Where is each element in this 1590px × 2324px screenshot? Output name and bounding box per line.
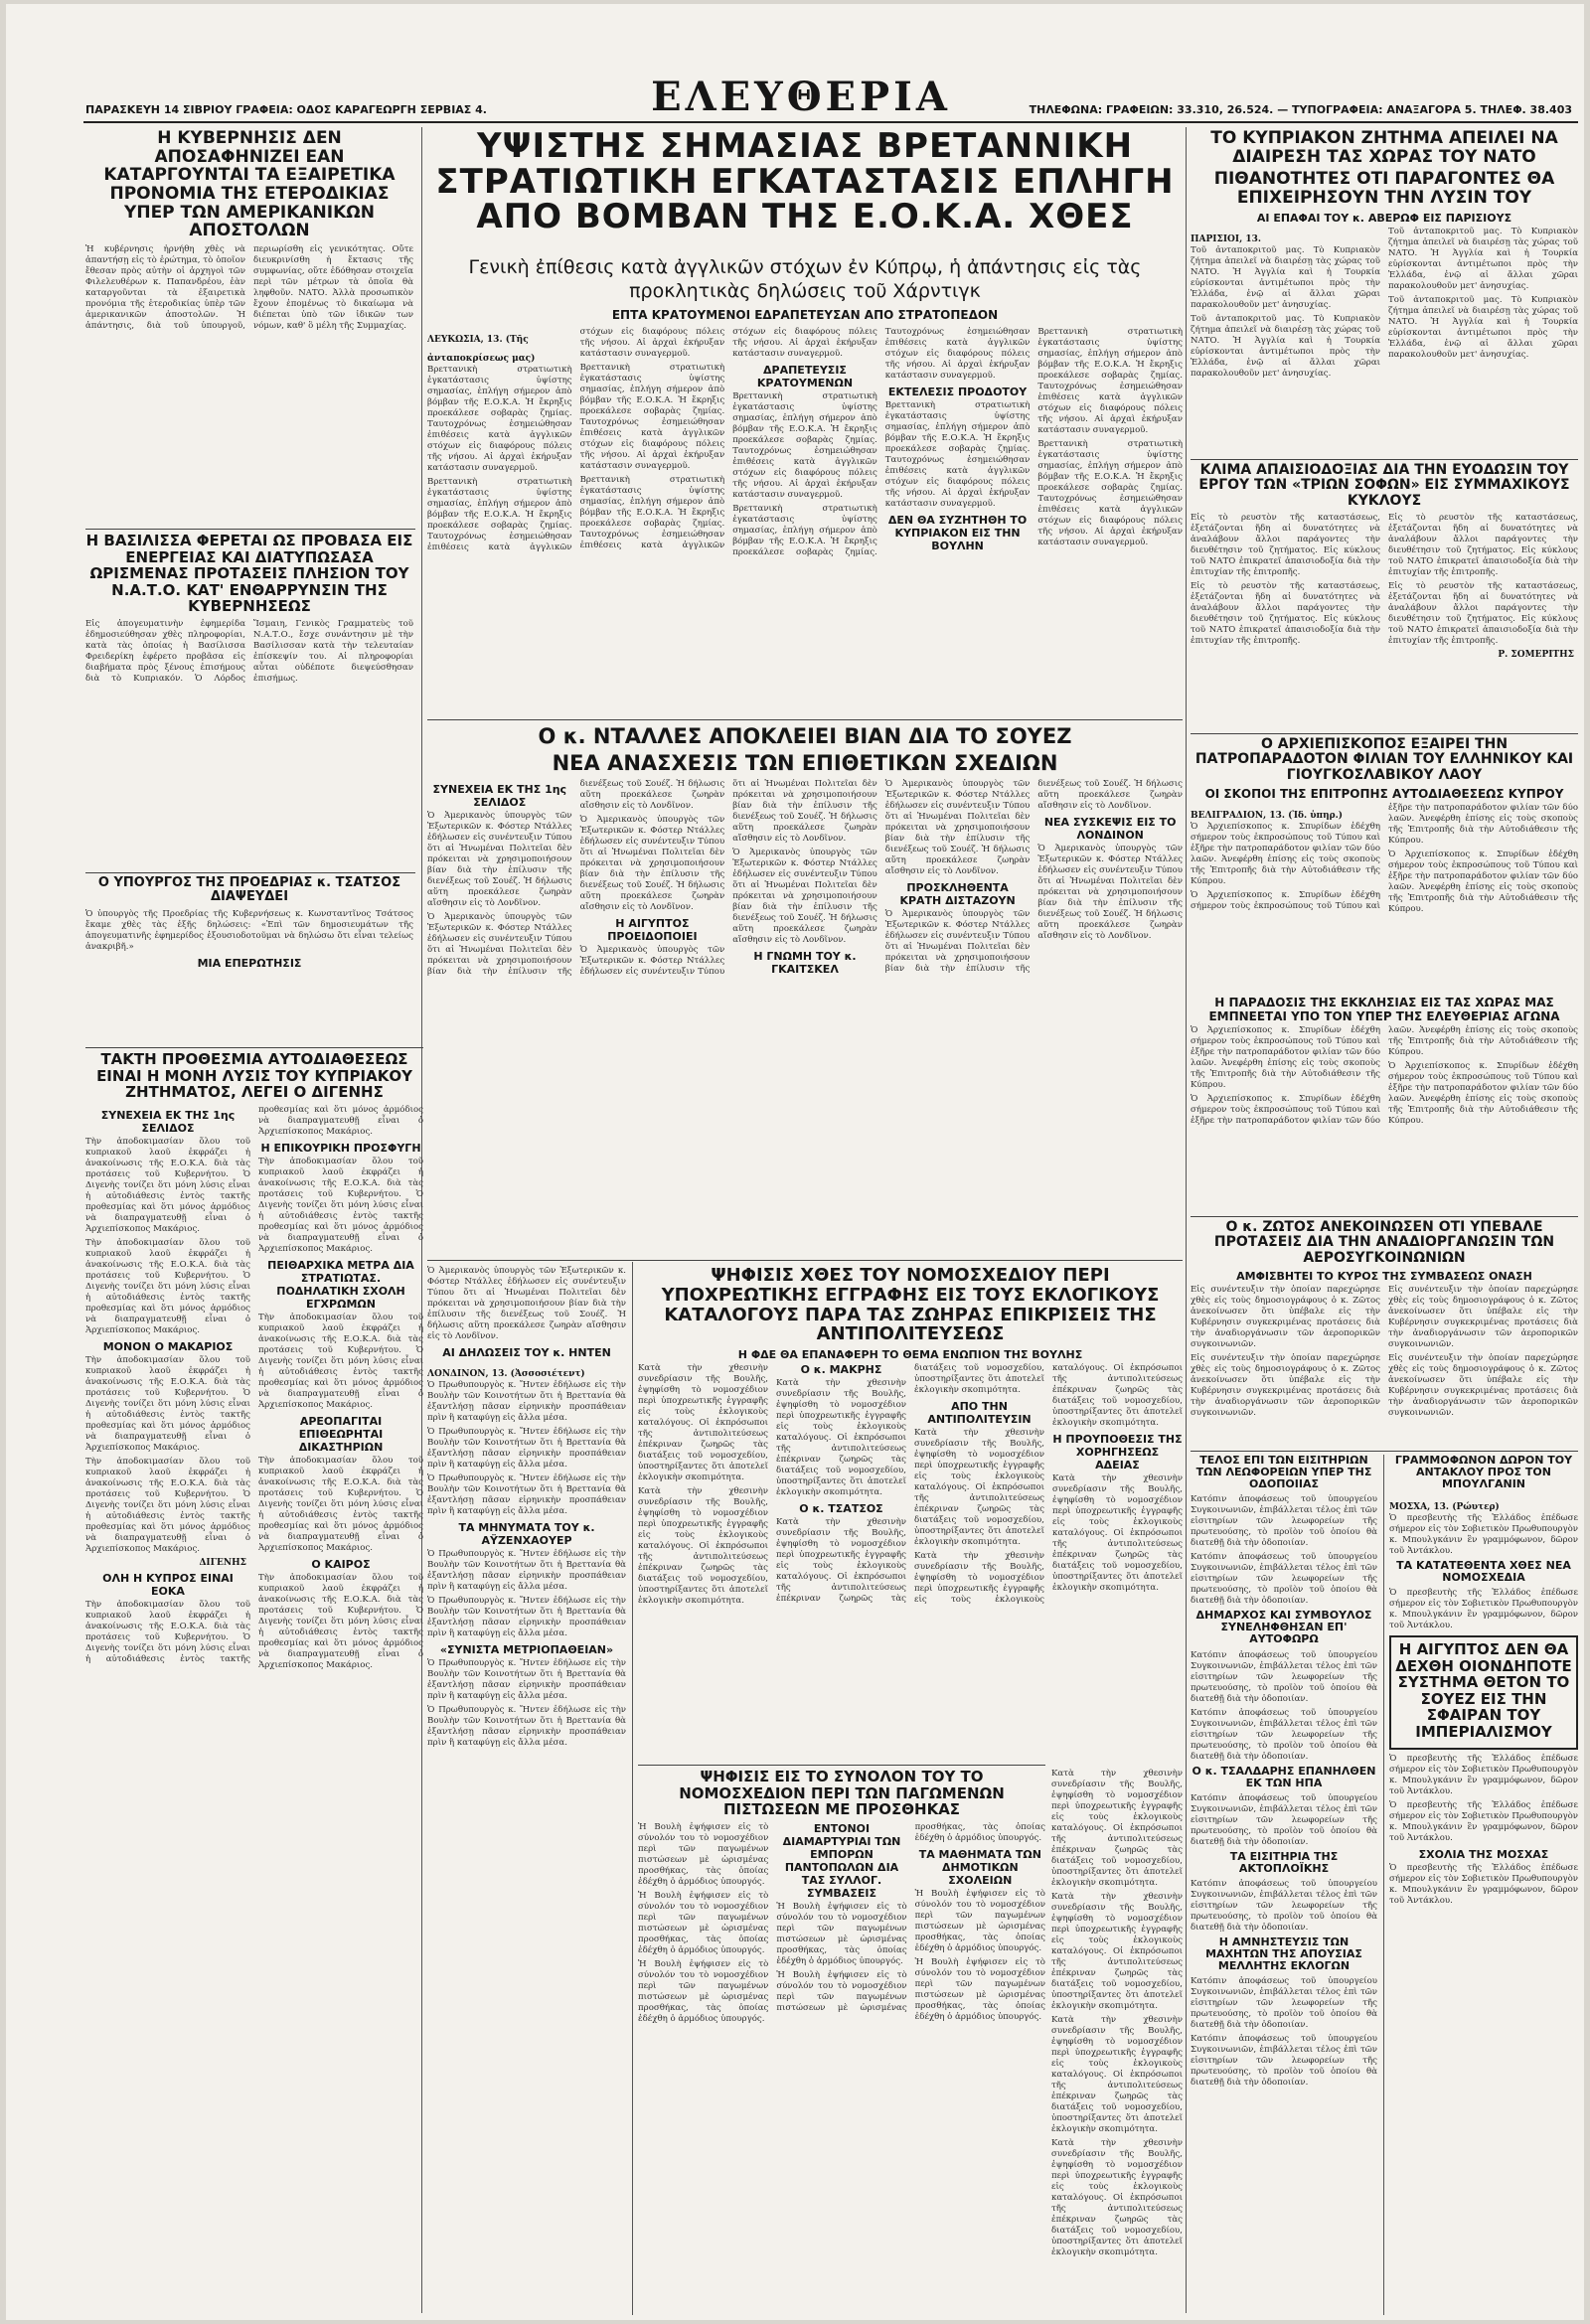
subhead: ΣΧΟΛΙΑ ΤΗΣ ΜΟΣΧΑΣ xyxy=(1418,1848,1549,1862)
article-text: Τὴν ἀποδοκιμασίαν ὅλου τοῦ κυπριακοῦ λαοῦ ἐκφράζει ἡ ἀνακοίνωσις τῆς Ε.Ο.Κ.Α. διὰ τὰς προτάσεις τοῦ Κυβερνήτου. Ὁ Διγενὴς τονίζει ὅτι μόνη λύσις εἶναι ἡ αὐτοδιάθεσις ἐντὸς τακτῆς προθεσμίας καὶ ὅτι μόνος ἁρμόδιος νὰ διαπραγματευθῇ εἶναι ὁ Ἀρχιεπίσκοπος Μακάριος. xyxy=(85,1456,250,1554)
article-text: Ὁ Πρωθυπουργὸς κ. Ἤντεν ἐδήλωσε εἰς τὴν Βουλὴν τῶν Κοινοτήτων ὅτι ἡ Βρεττανία θὰ ἐξαντλήσῃ πᾶσαν εἰρηνικὴν προσπάθειαν πρὶν ἢ καταφύγῃ εἰς ἄλλα μέσα. xyxy=(427,1427,626,1470)
article-kypriakon xyxy=(1191,129,1578,457)
subhead: ΑΙ ΔΗΛΩΣΕΙΣ ΤΟΥ κ. ΗΝΤΕΝ xyxy=(442,1346,611,1359)
headline: ΤΕΛΟΣ ΕΠΙ ΤΩΝ ΕΙΣΙΤΗΡΙΩΝ ΤΩΝ ΛΕΩΦΟΡΕΙΩΝ ΥΠΕΡ ΤΗΣ ΟΔΟΠΟΙΙΑΣ xyxy=(1195,1455,1372,1491)
article-text: Τὴν ἀποδοκιμασίαν ὅλου τοῦ κυπριακοῦ λαοῦ ἐκφράζει ἡ ἀνακοίνωσις τῆς Ε.Ο.Κ.Α. διὰ τὰς προτάσεις τοῦ Κυβερνήτου. Ὁ Διγενὴς τονίζει ὅτι μόνη λύσις εἶναι ἡ αὐτοδιάθεσις ἐντὸς τακτῆς προθεσμίας καὶ ὅτι μόνος ἁρμόδιος νὰ διαπραγματευθῇ εἶναι ὁ Ἀρχιεπίσκοπος Μακάριος. xyxy=(85,1237,250,1335)
article-text: Κατὰ τὴν χθεσινὴν συνεδρίασιν τῆς Βουλῆς, ἐψηφίσθη τὸ νομοσχέδιον περὶ ὑποχρεωτικῆς ἐγγραφῆς εἰς τοὺς ἐκλογικοὺς καταλόγους. Οἱ ἐκπρόσωποι τῆς ἀντιπολιτεύσεως ἐπέκριναν ζωηρῶς τὰς διατάξεις τοῦ νομοσχεδίου, ὑποστηρίξαντες ὅτι ἀποτελεῖ ἐκλογικὴν σκοπιμότητα. xyxy=(1051,1892,1183,2011)
article-text: Κατόπιν ἀποφάσεως τοῦ ὑπουργείου Συγκοινωνιῶν, ἐπιβάλλεται τέλος ἐπὶ τῶν εἰσιτηρίων τῶν λεωφορείων τῆς πρωτευούσης, τὸ προϊὸν τοῦ ὁποίου θὰ διατεθῇ διὰ τὴν ὁδοποιίαν. xyxy=(1191,1494,1377,1549)
article-text: Βρεττανικὴ στρατιωτικὴ ἐγκατάστασις ὑψίστης σημασίας, ἐπλήγη σήμερον ἀπὸ βόμβαν τῆς Ε.Ο.Κ.Α. Ἡ ἔκρηξις προεκάλεσε σοβαρὰς ζημίας. Ταυτοχρόνως ἐσημειώθησαν ἐπιθέσεις κατὰ ἀγγλικῶν στόχων εἰς διαφόρους πόλεις τῆς νήσου. Αἱ ἀρχαὶ ἐκήρυξαν κατάστασιν συναγερμοῦ. xyxy=(884,400,1031,509)
article-text: Ὁ Πρωθυπουργὸς κ. Ἤντεν ἐδήλωσε εἰς τὴν Βουλὴν τῶν Κοινοτήτων ὅτι ἡ Βρεττανία θὰ ἐξαντλήσῃ πᾶσαν εἰρηνικὴν προσπάθειαν πρὶν ἢ καταφύγῃ εἰς ἄλλα μέσα. xyxy=(427,1549,626,1592)
article-text: Ὁ πρεσβευτὴς τῆς Ἑλλάδος ἐπέδωσε σήμερον εἰς τὸν Σοβιετικὸν Πρωθυπουργὸν κ. Μπουλγκάνιν ἓν γραμμόφωνον, δῶρον τοῦ Ἀντάκλου. xyxy=(1389,1754,1578,1797)
article-text: Ὁ Ἀμερικανὸς ὑπουργὸς τῶν Ἐξωτερικῶν κ. Φόστερ Ντάλλες ἐδήλωσεν εἰς συνέντευξιν Τύπου ὅτι αἱ Ἡνωμέναι Πολιτεῖαι δὲν πρόκειται νὰ χρησιμοποιήσουν βίαν διὰ τὴν ἐπίλυσιν τῆς διενέξεως τοῦ Σουέζ. Ἡ δήλωσις αὕτη προεκάλεσε ζωηρὰν αἴσθησιν εἰς τὸ Λονδῖνον. xyxy=(884,779,1183,975)
section-rule xyxy=(427,1260,1183,1261)
subhead: Ο κ. ΤΣΑΤΣΟΣ xyxy=(799,1502,883,1516)
article-text: Ὁ πρεσβευτὴς τῆς Ἑλλάδος ἐπέδωσε σήμερον εἰς τὸν Σοβιετικὸν Πρωθυπουργὸν κ. Μπουλγκάνιν ἓν γραμμόφωνον, δῶρον τοῦ Ἀντάκλου. xyxy=(1389,1588,1578,1631)
article-text: Εἰς συνέντευξιν τὴν ὁποίαν παρεχώρησε χθὲς εἰς τοὺς δημοσιογράφους ὁ κ. Ζῶτος ἀνεκοίνωσεν ὅτι ὑπέβαλε εἰς τὴν Κυβέρνησιν συγκεκριμένας προτάσεις διὰ τὴν ἀναδιοργάνωσιν τῶν ἀεροπορικῶν συγκοινωνιῶν. xyxy=(1388,1285,1578,1350)
headline: Ο ΑΡΧΙΕΠΙΣΚΟΠΟΣ ΕΞΑΙΡΕΙ ΤΗΝ ΠΑΤΡΟΠΑΡΑΔΟΤΟΝ ΦΙΛΙΑΝ ΤΟΥ ΕΛΛΗΝΙΚΟΥ ΚΑΙ ΓΙΟΥΓΚΟΣΛΑΒΙΚΟΥ ΛΑΟΥ xyxy=(1194,737,1574,783)
article-text: Εἰς ἀπογευματινὴν ἐφημερίδα ἐδημοσιεύθησαν χθὲς πληροφορίαι, κατὰ τὰς ὁποίας ἡ Βασίλισσα Φρειδερίκη ἐφέρετο προβᾶσα εἰς διαβήματα πρὸς ξένους ἐπισήμους διὰ τὸ Κυπριακόν. Ὁ Λόρδος Ἴσμαιη, Γενικὸς Γραμματεὺς τοῦ Ν.Α.Τ.Ο., ἔσχε συνάντησιν μὲ τὴν Βασίλισσαν κατὰ τὴν τελευταίαν ἐπίσκεψίν του. Αἱ πληροφορίαι αὗται οὐδέποτε διεψεύσθησαν ἐπισήμως. xyxy=(85,618,413,684)
subhead: ΟΙ ΣΚΟΠΟΙ ΤΗΣ ΕΠΙΤΡΟΠΗΣ ΑΥΤΟΔΙΑΘΕΣΕΩΣ ΚΥΠΡΟΥ xyxy=(1204,787,1564,802)
boxed-headline xyxy=(1389,1635,1578,1750)
dateline: ΠΑΡΙΣΙΟΙ, 13. xyxy=(1191,233,1262,244)
article-ypourgos xyxy=(85,876,413,1045)
subhead: Η ΦΔΕ ΘΑ ΕΠΑΝΑΦΕΡΗ ΤΟ ΘΕΜΑ ΕΝΩΠΙΟΝ ΤΗΣ ΒΟΥΛΗΣ xyxy=(737,1348,1083,1362)
article-text: Ὁ Ἀρχιεπίσκοπος κ. Σπυρίδων ἐδέχθη σήμερον τοὺς ἐκπροσώπους τοῦ Τύπου καὶ ἐξῆρε τὴν πατροπαράδοτον φιλίαν τῶν δύο λαῶν. Ἀνεφέρθη ἐπίσης εἰς τοὺς σκοποὺς τῆς Ἐπιτροπῆς διὰ τὴν Αὐτοδιάθεσιν τῆς Κύπρου. xyxy=(1191,822,1380,887)
headline: ΓΡΑΜΜΟΦΩΝΟΝ ΔΩΡΟΝ ΤΟΥ ΑΝΤΑΚΛΟΥ ΠΡΟΣ ΤΟΝ ΜΠΟΥΛΓΑΝΙΝ xyxy=(1394,1455,1573,1491)
article-text: Τοῦ ἀνταποκριτοῦ μας. Τὸ Κυπριακὸν ζήτημα ἀπειλεῖ νὰ διαιρέσῃ τὰς χώρας τοῦ ΝΑΤΟ. Ἡ Ἀγγλία καὶ ἡ Τουρκία εὑρίσκονται ἀντιμέτωποι πρὸς τὴν Ἑλλάδα, ἐνῷ αἱ ἄλλαι χῶραι παρακολουθοῦν μετ' ἀνησυχίας. xyxy=(1388,294,1578,360)
article-text: Εἰς συνέντευξιν τὴν ὁποίαν παρεχώρησε χθὲς εἰς τοὺς δημοσιογράφους ὁ κ. Ζῶτος ἀνεκοίνωσεν ὅτι ὑπέβαλε εἰς τὴν Κυβέρνησιν συγκεκριμένας προτάσεις διὰ τὴν ἀναδιοργάνωσιν τῶν ἀεροπορικῶν συγκοινωνιῶν. xyxy=(1191,1285,1380,1350)
article-text: Κατόπιν ἀποφάσεως τοῦ ὑπουργείου Συγκοινωνιῶν, ἐπιβάλλεται τέλος ἐπὶ τῶν εἰσιτηρίων τῶν λεωφορείων τῆς πρωτευούσης, τὸ προϊὸν τοῦ ὁποίου θὰ διατεθῇ διὰ τὴν ὁδοποιίαν. xyxy=(1191,1649,1377,1704)
headline: Η ΚΥΒΕΡΝΗΣΙΣ ΔΕΝ ΑΠΟΣΑΦΗΝΙΖΕΙ ΕΑΝ ΚΑΤΑΡΓΟΥΝΤΑΙ ΤΑ ΕΞΑΙΡΕΤΙΚΑ ΠΡΟΝΟΜΙΑ ΤΗΣ ΕΤΕΡΟΔΙΚΙΑΣ ΥΠΕΡ ΤΩΝ ΑΜΕΡΙΚΑΝΙΚΩΝ ΑΠΟΣΤΟΛΩΝ xyxy=(103,129,396,241)
article-text: Ὁ Ἀμερικανὸς ὑπουργὸς τῶν Ἐξωτερικῶν κ. Φόστερ Ντάλλες ἐδήλωσεν εἰς συνέντευξιν Τύπου ὅτι αἱ Ἡνωμέναι Πολιτεῖαι δὲν πρόκειται νὰ χρησιμοποιήσουν βίαν διὰ τὴν ἐπίλυσιν τῆς διενέξεως τοῦ Σουέζ. Ἡ δήλωσις αὕτη προεκάλεσε ζωηρὰν αἴσθησιν εἰς τὸ Λονδῖνον. xyxy=(427,1266,626,1341)
article-text: Κατόπιν ἀποφάσεως τοῦ ὑπουργείου Συγκοινωνιῶν, ἐπιβάλλεται τέλος ἐπὶ τῶν εἰσιτηρίων τῶν λεωφορείων τῆς πρωτευούσης, τὸ προϊὸν τοῦ ὁποίου θὰ διατεθῇ διὰ τὴν ὁδοποιίαν. xyxy=(1191,1792,1377,1847)
article-kyvernisis xyxy=(85,129,413,527)
article-text: Ὁ Πρωθυπουργὸς κ. Ἤντεν ἐδήλωσε εἰς τὴν Βουλὴν τῶν Κοινοτήτων ὅτι ἡ Βρεττανία θὰ ἐξαντλήσῃ πᾶσαν εἰρηνικὴν προσπάθειαν πρὶν ἢ καταφύγῃ εἰς ἄλλα μέσα. xyxy=(427,1473,626,1516)
masthead-title: ΕΛΕΥΘΕΡΙΑ xyxy=(651,74,951,120)
article-text: Ὁ Ἀμερικανὸς ὑπουργὸς τῶν Ἐξωτερικῶν κ. Φόστερ Ντάλλες ἐδήλωσεν εἰς συνέντευξιν Τύπου ὅτι αἱ Ἡνωμέναι Πολιτεῖαι δὲν πρόκειται νὰ χρησιμοποιήσουν βίαν διὰ τὴν ἐπίλυσιν τῆς διενέξεως τοῦ Σουέζ. Ἡ δήλωσις αὕτη προεκάλεσε ζωηρὰν αἴσθησιν εἰς τὸ Λονδῖνον. xyxy=(579,815,725,913)
subhead: ΤΑ ΜΑΘΗΜΑΤΑ ΤΩΝ ΔΗΜΟΤΙΚΩΝ ΣΧΟΛΕΙΩΝ xyxy=(918,1847,1041,1887)
article-text: Εἰς τὸ ρευστὸν τῆς καταστάσεως, ἐξετάζονται ἤδη αἱ δυνατότητες νὰ ἀναλάβουν ἄλλοι παράγοντες τὴν διευθέτησιν τοῦ ζητήματος. Εἰς κύκλους τοῦ ΝΑΤΟ ἐπικρατεῖ ἀπαισιοδοξία διὰ τὴν ἐπιτυχίαν τῆς ἐπιτροπῆς. xyxy=(1191,513,1380,578)
subhead: Η ΠΡΟΥΠΟΘΕΣΙΣ ΤΗΣ ΧΟΡΗΓΗΣΕΩΣ ΑΔΕΙΑΣ xyxy=(1052,1433,1183,1472)
article-text: Τὴν ἀποδοκιμασίαν ὅλου τοῦ κυπριακοῦ λαοῦ ἐκφράζει ἡ ἀνακοίνωσις τῆς Ε.Ο.Κ.Α. διὰ τὰς προτάσεις τοῦ Κυβερνήτου. Ὁ Διγενὴς τονίζει ὅτι μόνη λύσις εἶναι ἡ αὐτοδιάθεσις ἐντὸς τακτῆς προθεσμίας καὶ ὅτι μόνος ἁρμόδιος νὰ διαπραγματευθῇ εἶναι ὁ Ἀρχιεπίσκοπος Μακάριος. xyxy=(85,1354,250,1453)
newspaper-page xyxy=(6,4,1584,2320)
headline: Η ΑΜΝΗΣΤΕΥΣΙΣ ΤΩΝ ΜΑΧΗΤΩΝ ΤΗΣ ΑΠΟΥΣΙΑΣ ΜΕΛΛΗΤΗΣ ΕΚΛΟΓΩΝ xyxy=(1205,1935,1362,1973)
subhead: ΑΠΟ ΤΗΝ ΑΝΤΙΠΟΛΙΤΕΥΣΙΝ xyxy=(927,1400,1032,1427)
article-text: Ἡ Βουλὴ ἐψήφισεν εἰς τὸ σύνολόν του τὸ νομοσχέδιον περὶ τῶν παγωμένων πιστώσεων μὲ ὡρισμένας προσθήκας, τὰς ὁποίας ἐδέχθη ὁ ἁρμόδιος ὑπουργός. xyxy=(638,1821,769,1887)
article-ypsisti-body xyxy=(427,327,1183,695)
section-rule xyxy=(1191,1216,1578,1217)
section-rule xyxy=(1191,459,1578,460)
dateline: ΛΕΥΚΩΣΙΑ, 13. (Τῆς ἀνταποκρίσεως μας) xyxy=(427,335,536,364)
headline: ΝΕΑ ΑΝΑΣΧΕΣΙΣ ΤΩΝ ΕΠΙΘΕΤΙΚΩΝ ΣΧΕΔΙΩΝ xyxy=(552,751,1058,776)
subhead: Η ΕΠΙΚΟΥΡΙΚΗ ΠΡΟΣΦΥΓΗ xyxy=(260,1141,421,1155)
subhead: ΠΕΙΘΑΡΧΙΚΑ ΜΕΤΡΑ ΔΙΑ ΣΤΡΑΤΙΩΤΑΣ. ΠΟΔΗΛΑΤΙΚΗ ΣΧΟΛΗ ΕΓΧΡΩΜΩΝ xyxy=(267,1258,414,1311)
headline: ΠΙΘΑΝΟΤΗΤΕΣ ΟΤΙ ΠΑΡΑΓΟΝΤΕΣ ΘΑ ΕΠΙΧΕΙΡΗΣΟΥΝ ΤΗΝ ΛΥΣΙΝ ΤΟΥ xyxy=(1213,169,1555,209)
article-text: Ἡ Βουλὴ ἐψήφισεν εἰς τὸ σύνολόν του τὸ νομοσχέδιον περὶ τῶν παγωμένων πιστώσεων μὲ ὡρισμένας προσθήκας, τὰς ὁποίας ἐδέχθη ὁ ἁρμόδιος ὑπουργός. xyxy=(914,1956,1045,2022)
article-text: Κατὰ τὴν χθεσινὴν συνεδρίασιν τῆς Βουλῆς, ἐψηφίσθη τὸ νομοσχέδιον περὶ ὑποχρεωτικῆς ἐγγραφῆς εἰς τοὺς ἐκλογικοὺς καταλόγους. Οἱ ἐκπρόσωποι τῆς ἀντιπολιτεύσεως ἐπέκριναν ζωηρῶς τὰς διατάξεις τοῦ νομοσχεδίου, ὑποστηρίξαντες ὅτι ἀποτελεῖ ἐκλογικὴν σκοπιμότητα. xyxy=(1051,2015,1183,2134)
article-text: Κατόπιν ἀποφάσεως τοῦ ὑπουργείου Συγκοινωνιῶν, ἐπιβάλλεται τέλος ἐπὶ τῶν εἰσιτηρίων τῶν λεωφορείων τῆς πρωτευούσης, τὸ προϊὸν τοῦ ὁποίου θὰ διατεθῇ διὰ τὴν ὁδοποιίαν. xyxy=(1191,1976,1377,2031)
main-headline: ΥΨΙΣΤΗΣ ΣΗΜΑΣΙΑΣ ΒΡΕΤΑΝΝΙΚΗ ΣΤΡΑΤΙΩΤΙΚΗ ΕΓΚΑΤΑΣΤΑΣΙΣ ΕΠΛΗΓΗ ΑΠΟ ΒΟΜΒΑΝ ΤΗΣ Ε.Ο.Κ.Α. ΧΘΕΣ xyxy=(435,129,1175,237)
article-text: Ἡ Βουλὴ ἐψήφισεν εἰς τὸ σύνολόν του τὸ νομοσχέδιον περὶ τῶν παγωμένων πιστώσεων μὲ ὡρισμένας προσθήκας, τὰς ὁποίας ἐδέχθη ὁ ἁρμόδιος ὑπουργός. xyxy=(776,1901,907,1966)
deck: Γενικὴ ἐπίθεσις κατὰ ἀγγλικῶν στόχων ἐν Κύπρῳ, ἡ ἀπάντησις εἰς τὰς προκλητικὰς δηλώσεις τοῦ Χάρντιγκ xyxy=(468,256,1142,302)
article-text: Βρεττανικὴ στρατιωτικὴ ἐγκατάστασις ὑψίστης σημασίας, ἐπλήγη σήμερον ἀπὸ βόμβαν τῆς Ε.Ο.Κ.Α. Ἡ ἔκρηξις προεκάλεσε σοβαρὰς ζημίας. Ταυτοχρόνως ἐσημειώθησαν ἐπιθέσεις κατὰ ἀγγλικῶν στόχων εἰς διαφόρους πόλεις τῆς νήσου. Αἱ ἀρχαὶ ἐκήρυξαν κατάστασιν συναγερμοῦ. xyxy=(427,365,572,473)
article-text: Εἰς τὸ ρευστὸν τῆς καταστάσεως, ἐξετάζονται ἤδη αἱ δυνατότητες νὰ ἀναλάβουν ἄλλοι παράγοντες τὴν διευθέτησιν τοῦ ζητήματος. Εἰς κύκλους τοῦ ΝΑΤΟ ἐπικρατεῖ ἀπαισιοδοξία διὰ τὴν ἐπιτυχίαν τῆς ἐπιτροπῆς. xyxy=(1388,513,1578,578)
article-text: Ὁ Ἀμερικανὸς ὑπουργὸς τῶν Ἐξωτερικῶν κ. Φόστερ Ντάλλες ἐδήλωσεν εἰς συνέντευξιν Τύπου ὅτι αἱ Ἡνωμέναι Πολιτεῖαι δὲν πρόκειται νὰ χρησιμοποιήσουν βίαν διὰ τὴν ἐπίλυσιν τῆς διενέξεως τοῦ Σουέζ. Ἡ δήλωσις αὕτη προεκάλεσε ζωηρὰν αἴσθησιν εἰς τὸ Λονδῖνον. xyxy=(732,848,877,946)
subhead: ΕΚΤΕΛΕΣΙΣ ΠΡΟΔΟΤΟΥ xyxy=(887,386,1028,398)
article-taktiki xyxy=(85,1051,423,2313)
section-rule xyxy=(85,872,415,873)
subhead: ΤΑ ΜΗΝΥΜΑΤΑ ΤΟΥ κ. ΑΫΖΕΝΧΑΟΥΕΡ xyxy=(458,1521,595,1547)
headline: Η ΒΑΣΙΛΙΣΣΑ ΦΕΡΕΤΑΙ ΩΣ ΠΡΟΒΑΣΑ ΕΙΣ ΕΝΕΡΓΕΙΑΣ ΚΑΙ ΔΙΑΤΥΠΩΣΑΣΑ ΩΡΙΣΜΕΝΑΣ ΠΡΟΤΑΣΕΙΣ ΠΛΗΣΙΟΝ ΤΟΥ Ν.Α.Τ.Ο. ΚΑΤ' ΕΝΘΑΡΡΥΝΣΙΝ ΤΗΣ ΚΥΒΕΡΝΗΣΕΩΣ xyxy=(85,533,413,615)
article-text: Βρεττανικὴ στρατιωτικὴ ἐγκατάστασις ὑψίστης σημασίας, ἐπλήγη σήμερον ἀπὸ βόμβαν τῆς Ε.Ο.Κ.Α. Ἡ ἔκρηξις προεκάλεσε σοβαρὰς ζημίας. Ταυτοχρόνως ἐσημειώθησαν ἐπιθέσεις κατὰ ἀγγλικῶν στόχων εἰς διαφόρους πόλεις τῆς νήσου. Αἱ ἀρχαὶ ἐκήρυξαν κατάστασιν συναγερμοῦ. xyxy=(1037,439,1183,547)
article-suez xyxy=(427,725,1183,1258)
article-text: Ὁ Πρωθυπουργὸς κ. Ἤντεν ἐδήλωσε εἰς τὴν Βουλὴν τῶν Κοινοτήτων ὅτι ἡ Βρεττανία θὰ ἐξαντλήσῃ πᾶσαν εἰρηνικὴν προσπάθειαν πρὶν ἢ καταφύγῃ εἰς ἄλλα μέσα. xyxy=(427,1380,626,1423)
article-text: Κατὰ τὴν χθεσινὴν συνεδρίασιν τῆς Βουλῆς, ἐψηφίσθη τὸ νομοσχέδιον περὶ ὑποχρεωτικῆς ἐγγραφῆς εἰς τοὺς ἐκλογικοὺς καταλόγους. Οἱ ἐκπρόσωποι τῆς ἀντιπολιτεύσεως ἐπέκριναν ζωηρῶς τὰς διατάξεις τοῦ νομοσχεδίου, ὑποστηρίξαντες ὅτι ἀποτελεῖ ἐκλογικὴν σκοπιμότητα. xyxy=(776,1363,1044,1605)
article-text: Κατὰ τὴν χθεσινὴν συνεδρίασιν τῆς Βουλῆς, ἐψηφίσθη τὸ νομοσχέδιον περὶ ὑποχρεωτικῆς ἐγγραφῆς εἰς τοὺς ἐκλογικοὺς καταλόγους. Οἱ ἐκπρόσωποι τῆς ἀντιπολιτεύσεως ἐπέκριναν ζωηρῶς τὰς διατάξεις τοῦ νομοσχεδίου, ὑποστηρίξαντες ὅτι ἀποτελεῖ ἐκλογικὴν σκοπιμότητα. xyxy=(914,1363,1183,1606)
headline: Ο ΥΠΟΥΡΓΟΣ ΤΗΣ ΠΡΟΕΔΡΙΑΣ κ. ΤΣΑΤΣΟΣ ΔΙΑΨΕΥΔΕΙ xyxy=(97,876,401,905)
signature: Ρ. ΣΟΜΕΡΙΤΗΣ xyxy=(1498,650,1574,661)
article-text: Ὁ Ἀρχιεπίσκοπος κ. Σπυρίδων ἐδέχθη σήμερον τοὺς ἐκπροσώπους τοῦ Τύπου καὶ ἐξῆρε τὴν πατροπαράδοτον φιλίαν τῶν δύο λαῶν. Ἀνεφέρθη ἐπίσης εἰς τοὺς σκοποὺς τῆς Ἐπιτροπῆς διὰ τὴν Αὐτοδιάθεσιν τῆς Κύπρου. xyxy=(1191,1025,1380,1091)
article-text: Τὴν ἀποδοκιμασίαν ὅλου τοῦ κυπριακοῦ λαοῦ ἐκφράζει ἡ ἀνακοίνωσις τῆς Ε.Ο.Κ.Α. διὰ τὰς προτάσεις τοῦ Κυβερνήτου. Ὁ Διγενὴς τονίζει ὅτι μόνη λύσις εἶναι ἡ αὐτοδιάθεσις ἐντὸς τακτῆς προθεσμίας καὶ ὅτι μόνος ἁρμόδιος νὰ διαπραγματευθῇ εἶναι ὁ Ἀρχιεπίσκοπος Μακάριος. xyxy=(85,1136,250,1234)
article-text: Κατόπιν ἀποφάσεως τοῦ ὑπουργείου Συγκοινωνιῶν, ἐπιβάλλεται τέλος ἐπὶ τῶν εἰσιτηρίων τῶν λεωφορείων τῆς πρωτευούσης, τὸ προϊὸν τοῦ ὁποίου θὰ διατεθῇ διὰ τὴν ὁδοποιίαν. xyxy=(1191,1552,1377,1607)
article-ypsisti-deck xyxy=(427,252,1183,322)
dateline: ΒΕΛΙΓΡΑΔΙΟΝ, 13. (Ἰδ. ὑπηρ.) xyxy=(1191,811,1344,822)
article-text: Ὁ Ἀμερικανὸς ὑπουργὸς τῶν Ἐξωτερικῶν κ. Φόστερ Ντάλλες ἐδήλωσεν εἰς συνέντευξιν Τύπου ὅτι αἱ Ἡνωμέναι Πολιτεῖαι δὲν πρόκειται νὰ χρησιμοποιήσουν βίαν διὰ τὴν ἐπίλυσιν τῆς διενέξεως τοῦ Σουέζ. Ἡ δήλωσις αὕτη προεκάλεσε ζωηρὰν αἴσθησιν εἰς τὸ Λονδῖνον. xyxy=(579,779,877,978)
article-pistoseon xyxy=(638,1769,1045,2315)
headline: Η ΑΙΓΥΠΤΟΣ ΔΕΝ ΘΑ ΔΕΧΘΗ ΟΙΟΝΔΗΠΟΤΕ ΣΥΣΤΗΜΑ ΘΕΤΟΝ ΤΟ ΣΟΥΕΖ ΕΙΣ ΤΗΝ ΣΦΑΙΡΑΝ ΤΟΥ ΙΜΠΕΡΙΑΛΙΣΜΟΥ xyxy=(1395,1640,1572,1741)
subhead: ΕΝΤΟΝΟΙ ΔΙΑΜΑΡΤΥΡΙΑΙ ΤΩΝ ΕΜΠΟΡΩΝ ΠΑΝΤΟΠΩΛΩΝ ΔΙΑ ΤΑΣ ΣΥΛΛΟΓ. ΣΥΜΒΑΣΕΙΣ xyxy=(782,1821,901,1900)
article-text: Τὴν ἀποδοκιμασίαν ὅλου τοῦ κυπριακοῦ λαοῦ ἐκφράζει ἡ ἀνακοίνωσις τῆς Ε.Ο.Κ.Α. διὰ τὰς προτάσεις τοῦ Κυβερνήτου. Ὁ Διγενὴς τονίζει ὅτι μόνη λύσις εἶναι ἡ αὐτοδιάθεσις ἐντὸς τακτῆς προθεσμίας καὶ ὅτι μόνος ἁρμόδιος νὰ διαπραγματευθῇ εἶναι ὁ Ἀρχιεπίσκοπος Μακάριος. xyxy=(258,1572,423,1670)
article-text: Κατὰ τὴν χθεσινὴν συνεδρίασιν τῆς Βουλῆς, ἐψηφίσθη τὸ νομοσχέδιον περὶ ὑποχρεωτικῆς ἐγγραφῆς εἰς τοὺς ἐκλογικοὺς καταλόγους. Οἱ ἐκπρόσωποι τῆς ἀντιπολιτεύσεως ἐπέκριναν ζωηρῶς τὰς διατάξεις τοῦ νομοσχεδίου, ὑποστηρίξαντες ὅτι ἀποτελεῖ ἐκλογικὴν σκοπιμότητα. xyxy=(1051,1769,1183,1888)
article-text: Ὁ Πρωθυπουργὸς κ. Ἤντεν ἐδήλωσε εἰς τὴν Βουλὴν τῶν Κοινοτήτων ὅτι ἡ Βρεττανία θὰ ἐξαντλήσῃ πᾶσαν εἰρηνικὴν προσπάθειαν πρὶν ἢ καταφύγῃ εἰς ἄλλα μέσα. xyxy=(427,1596,626,1638)
article-text: Ἡ Βουλὴ ἐψήφισεν εἰς τὸ σύνολόν του τὸ νομοσχέδιον περὶ τῶν παγωμένων πιστώσεων μὲ ὡρισμένας προσθήκας, τὰς ὁποίας ἐδέχθη ὁ ἁρμόδιος ὑπουργός. xyxy=(638,1958,769,2024)
article-archiepiskopos xyxy=(1191,737,1578,1214)
article-text: Κατὰ τὴν χθεσινὴν συνεδρίασιν τῆς Βουλῆς, ἐψηφίσθη τὸ νομοσχέδιον περὶ ὑποχρεωτικῆς ἐγγραφῆς εἰς τοὺς ἐκλογικοὺς καταλόγους. Οἱ ἐκπρόσωποι τῆς ἀντιπολιτεύσεως ἐπέκριναν ζωηρῶς τὰς διατάξεις τοῦ νομοσχεδίου, ὑποστηρίξαντες ὅτι ἀποτελεῖ ἐκλογικὴν σκοπιμότητα. xyxy=(638,1363,768,1483)
subhead: «ΣΥΝΙΣΤΑ ΜΕΤΡΙΟΠΑΘΕΙΑΝ» xyxy=(439,1643,614,1656)
subhead: ΔΕΝ ΘΑ ΣΥΖΗΤΗΘΗ ΤΟ ΚΥΠΡΙΑΚΟΝ ΕΙΣ ΤΗΝ ΒΟΥΛΗΝ xyxy=(887,514,1028,552)
headline: Ο κ. ΤΣΑΛΔΑΡΗΣ ΕΠΑΝΗΛΘΕΝ ΕΚ ΤΩΝ ΗΠΑ xyxy=(1192,1764,1376,1789)
article-text: Ὁ ὑπουργὸς τῆς Προεδρίας τῆς Κυβερνήσεως κ. Κωνσταντῖνος Τσάτσος ἔκαμε χθὲς τὰς ἑξῆς δηλώσεις: «Ἐπὶ τῶν δημοσιευμάτων τῆς ἀπογευματινῆς ἐφημερίδος ἐξουσιοδοτοῦμαι νὰ δηλώσω ὅτι εἶναι τελείως ἀνακριβῆ.» xyxy=(85,908,413,952)
article-text: Ἡ κυβέρνησις ἠρνήθη χθὲς νὰ ἀπαντήσῃ εἰς τὸ ἐρώτημα, τὸ ὁποῖον ἔθεσαν πρὸς αὐτὴν οἱ ἀρχηγοὶ τῶν Φιλελευθέρων κ. Παπανδρέου, ἐὰν καταργοῦνται τὰ ἐξαιρετικὰ προνόμια τῆς ἑτεροδικίας ὑπὲρ τῶν ἀμερικανικῶν ἀποστολῶν. Ἡ ἀπάντησις, διὰ τοῦ ὑπουργοῦ, περιωρίσθη εἰς γενικότητας. Οὔτε διευκρινίσθη ἡ ἔκτασις τῆς συμφωνίας, οὔτε ἐδόθησαν στοιχεῖα περὶ τῶν μέτρων τὰ ὁποῖα θὰ ληφθοῦν. ΝΑΤΟ. Ἀλλὰ προσωπικὸν ἔχουν ἐπομένως τὸ δικαίωμα νὰ διέπεται ὑπὸ τῶν ἰδικῶν των νόμων, καθ' ὃ μέλη τῆς Συμμαχίας. xyxy=(85,244,413,332)
article-text: Τὴν ἀποδοκιμασίαν ὅλου τοῦ κυπριακοῦ λαοῦ ἐκφράζει ἡ ἀνακοίνωσις τῆς Ε.Ο.Κ.Α. διὰ τὰς προτάσεις τοῦ Κυβερνήτου. Ὁ Διγενὴς τονίζει ὅτι μόνη λύσις εἶναι ἡ αὐτοδιάθεσις ἐντὸς τακτῆς προθεσμίας καὶ ὅτι μόνος ἁρμόδιος νὰ διαπραγματευθῇ εἶναι ὁ Ἀρχιεπίσκοπος Μακάριος. xyxy=(258,1312,423,1410)
subhead: ΑΜΦΙΣΒΗΤΕΙ ΤΟ ΚΥΡΟΣ ΤΗΣ ΣΥΜΒΑΣΕΩΣ ΟΝΑΣΗ xyxy=(1236,1270,1532,1284)
masthead-date-address: ΠΑΡΑΣΚΕΥΗ 14 ΣΙΒΡΙΟΥ ΓΡΑΦΕΙΑ: ΟΔΟΣ ΚΑΡΑΓΕΩΡΓΗ ΣΕΡΒΙΑΣ 4. xyxy=(85,103,487,116)
subhead: ΜΙΑ ΕΠΕΡΩΤΗΣΙΣ xyxy=(197,956,302,970)
article-text: Τοῦ ἀνταποκριτοῦ μας. Τὸ Κυπριακὸν ζήτημα ἀπειλεῖ νὰ διαιρέσῃ τὰς χώρας τοῦ ΝΑΤΟ. Ἡ Ἀγγλία καὶ ἡ Τουρκία εὑρίσκονται ἀντιμέτωποι πρὸς τὴν Ἑλλάδα, ἐνῷ αἱ ἄλλαι χῶραι παρακολουθοῦν μετ' ἀνησυχίας. xyxy=(1191,313,1380,379)
article-teli xyxy=(1191,1455,1377,2315)
article-text: Τὴν ἀποδοκιμασίαν ὅλου τοῦ κυπριακοῦ λαοῦ ἐκφράζει ἡ ἀνακοίνωσις τῆς Ε.Ο.Κ.Α. διὰ τὰς προτάσεις τοῦ Κυβερνήτου. Ὁ Διγενὴς τονίζει ὅτι μόνη λύσις εἶναι ἡ αὐτοδιάθεσις ἐντὸς τακτῆς προθεσμίας καὶ ὅτι μόνος ἁρμόδιος νὰ διαπραγματευθῇ εἶναι ὁ Ἀρχιεπίσκοπος Μακάριος. xyxy=(85,1104,423,1664)
article-text: Εἰς τὸ ρευστὸν τῆς καταστάσεως, ἐξετάζονται ἤδη αἱ δυνατότητες νὰ ἀναλάβουν ἄλλοι παράγοντες τὴν διευθέτησιν τοῦ ζητήματος. Εἰς κύκλους τοῦ ΝΑΤΟ ἐπικρατεῖ ἀπαισιοδοξία διὰ τὴν ἐπιτυχίαν τῆς ἐπιτροπῆς. xyxy=(1388,581,1578,647)
article-text: Ὁ Ἀρχιεπίσκοπος κ. Σπυρίδων ἐδέχθη σήμερον τοὺς ἐκπροσώπους τοῦ Τύπου καὶ ἐξῆρε τὴν πατροπαράδοτον φιλίαν τῶν δύο λαῶν. Ἀνεφέρθη ἐπίσης εἰς τοὺς σκοποὺς τῆς Ἐπιτροπῆς διὰ τὴν Αὐτοδιάθεσιν τῆς Κύπρου. xyxy=(1191,803,1578,912)
subhead: ΜΟΝΟΝ Ο ΜΑΚΑΡΙΟΣ xyxy=(102,1339,234,1353)
headline: ΨΗΦΙΣΙΣ ΕΙΣ ΤΟ ΣΥΝΟΛΟΝ ΤΟΥ ΤΟ ΝΟΜΟΣΧΕΔΙΟΝ ΠΕΡΙ ΤΩΝ ΠΑΓΩΜΕΝΩΝ ΠΙΣΤΩΣΕΩΝ ΜΕ ΠΡΟΣΘΗΚΑΣ xyxy=(679,1769,1005,1818)
subhead: ΝΕΑ ΣΥΣΚΕΨΙΣ ΕΙΣ ΤΟ ΛΟΝΔΙΝΟΝ xyxy=(1043,816,1177,843)
article-aerosygkoinonies xyxy=(1191,1220,1578,1449)
headline: Ο κ. ΝΤΑΛΛΕΣ ΑΠΟΚΛΕΙΕΙ ΒΙΑΝ ΔΙΑ ΤΟ ΣΟΥΕΖ xyxy=(538,725,1072,748)
article-text: Ὁ Πρωθυπουργὸς κ. Ἤντεν ἐδήλωσε εἰς τὴν Βουλὴν τῶν Κοινοτήτων ὅτι ἡ Βρεττανία θὰ ἐξαντλήσῃ πᾶσαν εἰρηνικὴν προσπάθειαν πρὶν ἢ καταφύγῃ εἰς ἄλλα μέσα. xyxy=(427,1705,626,1748)
masthead xyxy=(6,4,1584,123)
article-text: Κατὰ τὴν χθεσινὴν συνεδρίασιν τῆς Βουλῆς, ἐψηφίσθη τὸ νομοσχέδιον περὶ ὑποχρεωτικῆς ἐγγραφῆς εἰς τοὺς ἐκλογικοὺς καταλόγους. Οἱ ἐκπρόσωποι τῆς ἀντιπολιτεύσεως ἐπέκριναν ζωηρῶς τὰς διατάξεις τοῦ νομοσχεδίου, ὑποστηρίξαντες ὅτι ἀποτελεῖ ἐκλογικὴν σκοπιμότητα. xyxy=(914,1428,1044,1548)
headline: Ο κ. ΖΩΤΟΣ ΑΝΕΚΟΙΝΩΣΕΝ ΟΤΙ ΥΠΕΒΑΛΕ ΠΡΟΤΑΣΕΙΣ ΔΙΑ ΤΗΝ ΑΝΑΔΙΟΡΓΑΝΩΣΙΝ ΤΩΝ ΑΕΡΟΣΥΓΚΟΙΝΩΝΙΩΝ xyxy=(1213,1220,1555,1266)
section-rule xyxy=(1191,1451,1578,1452)
article-gramophona xyxy=(1389,1455,1578,2315)
subhead: Η ΑΙΓΥΠΤΟΣ ΠΡΟΕΙΔΟΠΟΙΕΙ xyxy=(607,917,698,944)
article-eden xyxy=(427,1266,626,2315)
headline: ΚΛΙΜΑ ΑΠΑΙΣΙΟΔΟΞΙΑΣ ΔΙΑ ΤΗΝ ΕΥΟΔΩΣΙΝ ΤΟΥ ΕΡΓΟΥ ΤΩΝ «ΤΡΙΩΝ ΣΟΦΩΝ» ΕΙΣ ΣΥΜΜΑΧΙΚΟΥΣ ΚΥΚΛΟΥΣ xyxy=(1198,463,1570,509)
subhead: ΔΡΑΠΕΤΕΥΣΙΣ ΚΡΑΤΟΥΜΕΝΩΝ xyxy=(756,364,854,389)
article-text: Εἰς συνέντευξιν τὴν ὁποίαν παρεχώρησε χθὲς εἰς τοὺς δημοσιογράφους ὁ κ. Ζῶτος ἀνεκοίνωσεν ὅτι ὑπέβαλε εἰς τὴν Κυβέρνησιν συγκεκριμένας προτάσεις διὰ τὴν ἀναδιοργάνωσιν τῶν ἀεροπορικῶν συγκοινωνιῶν. xyxy=(1191,1353,1380,1419)
subhead: Η ΠΑΡΑΔΟΣΙΣ ΤΗΣ ΕΚΚΛΗΣΙΑΣ ΕΙΣ ΤΑΣ ΧΩΡΑΣ ΜΑΣ ΕΜΠΝΕΕΤΑΙ ΥΠΟ ΤΟΝ ΥΠΕΡ ΤΗΣ ΕΛΕΥΘΕΡΙΑΣ ΑΓΩΝΑ xyxy=(1208,996,1560,1024)
article-nomosxedion-continued xyxy=(1051,1769,1183,2315)
article-text: Κατόπιν ἀποφάσεως τοῦ ὑπουργείου Συγκοινωνιῶν, ἐπιβάλλεται τέλος ἐπὶ τῶν εἰσιτηρίων τῶν λεωφορείων τῆς πρωτευούσης, τὸ προϊὸν τοῦ ὁποίου θὰ διατεθῇ διὰ τὴν ὁδοποιίαν. xyxy=(1191,1878,1377,1933)
masthead-phones: ΤΗΛΕΦΩΝΑ: ΓΡΑΦΕΙΩΝ: 33.310, 26.524. — ΤΥΠΟΓΡΑΦΕΙΑ: ΑΝΑΞΑΓΟΡΑ 5. ΤΗΛΕΦ. 38.403 xyxy=(1029,103,1572,116)
section-rule xyxy=(1191,733,1578,734)
subhead: ΕΠΤΑ ΚΡΑΤΟΥΜΕΝΟΙ ΕΔΡΑΠΕΤΕΥΣΑΝ ΑΠΟ ΣΤΡΑΤΟΠΕΔΟΝ xyxy=(611,307,999,322)
article-text: Ὁ Ἀρχιεπίσκοπος κ. Σπυρίδων ἐδέχθη σήμερον τοὺς ἐκπροσώπους τοῦ Τύπου καὶ ἐξῆρε τὴν πατροπαράδοτον φιλίαν τῶν δύο λαῶν. Ἀνεφέρθη ἐπίσης εἰς τοὺς σκοποὺς τῆς Ἐπιτροπῆς διὰ τὴν Αὐτοδιάθεσιν τῆς Κύπρου. xyxy=(1388,1061,1578,1127)
subhead: Ο κ. ΜΑΚΡΗΣ xyxy=(800,1363,882,1377)
article-text: Βρεττανικὴ στρατιωτικὴ ἐγκατάστασις ὑψίστης σημασίας, ἐπλήγη σήμερον ἀπὸ βόμβαν τῆς Ε.Ο.Κ.Α. Ἡ ἔκρηξις προεκάλεσε σοβαρὰς ζημίας. Ταυτοχρόνως ἐσημειώθησαν ἐπιθέσεις κατὰ ἀγγλικῶν στόχων εἰς διαφόρους πόλεις τῆς νήσου. Αἱ ἀρχαὶ ἐκήρυξαν κατάστασιν συναγερμοῦ. xyxy=(579,363,725,471)
headline: ΤΑ ΕΙΣΙΤΗΡΙΑ ΤΗΣ ΑΚΤΟΠΛΟΪΚΗΣ xyxy=(1229,1849,1339,1875)
article-klima xyxy=(1191,463,1578,731)
article-text: Βρεττανικὴ στρατιωτικὴ ἐγκατάστασις ὑψίστης σημασίας, ἐπλήγη σήμερον ἀπὸ βόμβαν τῆς Ε.Ο.Κ.Α. Ἡ ἔκρηξις προεκάλεσε σοβαρὰς ζημίας. Ταυτοχρόνως ἐσημειώθησαν ἐπιθέσεις κατὰ ἀγγλικῶν στόχων εἰς διαφόρους πόλεις τῆς νήσου. Αἱ ἀρχαὶ ἐκήρυξαν κατάστασιν συναγερμοῦ. xyxy=(732,391,877,500)
article-text: Ὁ Ἀμερικανὸς ὑπουργὸς τῶν Ἐξωτερικῶν κ. Φόστερ Ντάλλες ἐδήλωσεν εἰς συνέντευξιν Τύπου ὅτι αἱ Ἡνωμέναι Πολιτεῖαι δὲν πρόκειται νὰ χρησιμοποιήσουν βίαν διὰ τὴν ἐπίλυσιν τῆς διενέξεως τοῦ Σουέζ. Ἡ δήλωσις αὕτη προεκάλεσε ζωηρὰν αἴσθησιν εἰς τὸ Λονδῖνον. xyxy=(427,779,725,978)
section-rule xyxy=(85,529,415,530)
article-text: Τοῦ ἀνταποκριτοῦ μας. Τὸ Κυπριακὸν ζήτημα ἀπειλεῖ νὰ διαιρέσῃ τὰς χώρας τοῦ ΝΑΤΟ. Ἡ Ἀγγλία καὶ ἡ Τουρκία εὑρίσκονται ἀντιμέτωποι πρὸς τὴν Ἑλλάδα, ἐνῷ αἱ ἄλλαι χῶραι παρακολουθοῦν μετ' ἀνησυχίας. xyxy=(1191,244,1380,310)
article-text: Ὁ Ἀμερικανὸς ὑπουργὸς τῶν Ἐξωτερικῶν κ. Φόστερ Ντάλλες ἐδήλωσεν εἰς συνέντευξιν Τύπου ὅτι αἱ Ἡνωμέναι Πολιτεῖαι δὲν πρόκειται νὰ χρησιμοποιήσουν βίαν διὰ τὴν ἐπίλυσιν τῆς διενέξεως τοῦ Σουέζ. Ἡ δήλωσις αὕτη προεκάλεσε ζωηρὰν αἴσθησιν εἰς τὸ Λονδῖνον. xyxy=(427,811,572,909)
article-text: Εἰς τὸ ρευστὸν τῆς καταστάσεως, ἐξετάζονται ἤδη αἱ δυνατότητες νὰ ἀναλάβουν ἄλλοι παράγοντες τὴν διευθέτησιν τοῦ ζητήματος. Εἰς κύκλους τοῦ ΝΑΤΟ ἐπικρατεῖ ἀπαισιοδοξία διὰ τὴν ἐπιτυχίαν τῆς ἐπιτροπῆς. xyxy=(1191,581,1380,647)
article-text: Βρεττανικὴ στρατιωτικὴ ἐγκατάστασις ὑψίστης σημασίας, ἐπλήγη σήμερον ἀπὸ βόμβαν τῆς Ε.Ο.Κ.Α. Ἡ ἔκρηξις προεκάλεσε σοβαρὰς ζημίας. Ταυτοχρόνως ἐσημειώθησαν ἐπιθέσεις κατὰ ἀγγλικῶν στόχων εἰς διαφόρους πόλεις τῆς νήσου. Αἱ ἀρχαὶ ἐκήρυξαν κατάστασιν συναγερμοῦ. xyxy=(732,327,1031,557)
article-text: Κατὰ τὴν χθεσινὴν συνεδρίασιν τῆς Βουλῆς, ἐψηφίσθη τὸ νομοσχέδιον περὶ ὑποχρεωτικῆς ἐγγραφῆς εἰς τοὺς ἐκλογικοὺς καταλόγους. Οἱ ἐκπρόσωποι τῆς ἀντιπολιτεύσεως ἐπέκριναν ζωηρῶς τὰς διατάξεις τοῦ νομοσχεδίου, ὑποστηρίξαντες ὅτι ἀποτελεῖ ἐκλογικὴν σκοπιμότητα. xyxy=(776,1378,906,1498)
masthead-rule xyxy=(83,121,1578,123)
article-text: Ὁ Ἀμερικανὸς ὑπουργὸς τῶν Ἐξωτερικῶν κ. Φόστερ Ντάλλες ἐδήλωσεν εἰς συνέντευξιν Τύπου ὅτι αἱ Ἡνωμέναι Πολιτεῖαι δὲν πρόκειται νὰ χρησιμοποιήσουν βίαν διὰ τὴν ἐπίλυσιν τῆς διενέξεως τοῦ Σουέζ. Ἡ δήλωσις αὕτη προεκάλεσε ζωηρὰν αἴσθησιν εἰς τὸ Λονδῖνον. xyxy=(1037,844,1183,942)
article-nomosxedion xyxy=(638,1266,1183,1763)
column-divider xyxy=(1186,127,1187,2313)
column-divider xyxy=(1383,1455,1384,2315)
article-text: Ὁ Ἀρχιεπίσκοπος κ. Σπυρίδων ἐδέχθη σήμερον τοὺς ἐκπροσώπους τοῦ Τύπου καὶ ἐξῆρε τὴν πατροπαράδοτον φιλίαν τῶν δύο λαῶν. Ἀνεφέρθη ἐπίσης εἰς τοὺς σκοποὺς τῆς Ἐπιτροπῆς διὰ τὴν Αὐτοδιάθεσιν τῆς Κύπρου. xyxy=(1191,1025,1578,1127)
article-text: Βρεττανικὴ στρατιωτικὴ ἐγκατάστασις ὑψίστης σημασίας, ἐπλήγη σήμερον ἀπὸ βόμβαν τῆς Ε.Ο.Κ.Α. Ἡ ἔκρηξις προεκάλεσε σοβαρὰς ζημίας. Ταυτοχρόνως ἐσημειώθησαν ἐπιθέσεις κατὰ ἀγγλικῶν στόχων εἰς διαφόρους πόλεις τῆς νήσου. Αἱ ἀρχαὶ ἐκήρυξαν κατάστασιν συναγερμοῦ. xyxy=(427,327,725,552)
subhead: ΑΡΕΟΠΑΓΙΤΑΙ ΕΠΙΘΕΩΡΗΤΑΙ ΔΙΚΑΣΤΗΡΙΩΝ xyxy=(298,1414,384,1454)
article-text: Ἡ Βουλὴ ἐψήφισεν εἰς τὸ σύνολόν του τὸ νομοσχέδιον περὶ τῶν παγωμένων πιστώσεων μὲ ὡρισμένας προσθήκας, τὰς ὁποίας ἐδέχθη ὁ ἁρμόδιος ὑπουργός. xyxy=(776,1821,1045,2013)
article-text: Ἡ Βουλὴ ἐψήφισεν εἰς τὸ σύνολόν του τὸ νομοσχέδιον περὶ τῶν παγωμένων πιστώσεων μὲ ὡρισμένας προσθήκας, τὰς ὁποίας ἐδέχθη ὁ ἁρμόδιος ὑπουργός. xyxy=(914,1888,1045,1953)
headline: ΨΗΦΙΣΙΣ ΧΘΕΣ ΤΟΥ ΝΟΜΟΣΧΕΔΙΟΥ ΠΕΡΙ ΥΠΟΧΡΕΩΤΙΚΗΣ ΕΓΓΡΑΦΗΣ ΕΙΣ ΤΟΥΣ ΕΚΛΟΓΙΚΟΥΣ ΚΑΤΑΛΟΓΟΥΣ ΠΑΡΑ ΤΑΣ ΖΩΗΡΑΣ ΕΠΙΚΡΙΣΕΙΣ ΤΗΣ ΑΝΤΙΠΟΛΙΤΕΥΣΕΩΣ xyxy=(661,1266,1160,1345)
subhead: Ο ΚΑΙΡΟΣ xyxy=(311,1557,371,1571)
article-vasilissa xyxy=(85,533,413,870)
subhead: ΠΡΟΣΚΛΗΘΕΝΤΑ ΚΡΑΤΗ ΔΙΣΤΑΖΟΥΝ xyxy=(899,881,1016,908)
article-text: Εἰς συνέντευξιν τὴν ὁποίαν παρεχώρησε χθὲς εἰς τοὺς δημοσιογράφους ὁ κ. Ζῶτος ἀνεκοίνωσεν ὅτι ὑπέβαλε εἰς τὴν Κυβέρνησιν συγκεκριμένας προτάσεις διὰ τὴν ἀναδιοργάνωσιν τῶν ἀεροπορικῶν συγκοινωνιῶν. xyxy=(1388,1353,1578,1419)
section-rule xyxy=(85,1047,423,1048)
article-text: Κατόπιν ἀποφάσεως τοῦ ὑπουργείου Συγκοινωνιῶν, ἐπιβάλλεται τέλος ἐπὶ τῶν εἰσιτηρίων τῶν λεωφορείων τῆς πρωτευούσης, τὸ προϊὸν τοῦ ὁποίου θὰ διατεθῇ διὰ τὴν ὁδοποιίαν. xyxy=(1191,1707,1377,1762)
headline: ΤΑΚΤΗ ΠΡΟΘΕΣΜΙΑ ΑΥΤΟΔΙΑΘΕΣΕΩΣ ΕΙΝΑΙ Η ΜΟΝΗ ΛΥΣΙΣ ΤΟΥ ΚΥΠΡΙΑΚΟΥ ΖΗΤΗΜΑΤΟΣ, ΛΕΓΕΙ Ο ΔΙΓΕΝΗΣ xyxy=(96,1051,412,1101)
article-text: Τοῦ ἀνταποκριτοῦ μας. Τὸ Κυπριακὸν ζήτημα ἀπειλεῖ νὰ διαιρέσῃ τὰς χώρας τοῦ ΝΑΤΟ. Ἡ Ἀγγλία καὶ ἡ Τουρκία εὑρίσκονται ἀντιμέτωποι πρὸς τὴν Ἑλλάδα, ἐνῷ αἱ ἄλλαι χῶραι παρακολουθοῦν μετ' ἀνησυχίας. xyxy=(1388,226,1578,291)
subhead: ΣΥΝΕΧΕΙΑ ΕΚ ΤΗΣ 1ης ΣΕΛΙΔΟΣ xyxy=(100,1108,236,1135)
article-text: Ὁ Πρωθυπουργὸς κ. Ἤντεν ἐδήλωσε εἰς τὴν Βουλὴν τῶν Κοινοτήτων ὅτι ἡ Βρεττανία θὰ ἐξαντλήσῃ πᾶσαν εἰρηνικὴν προσπάθειαν πρὶν ἢ καταφύγῃ εἰς ἄλλα μέσα. xyxy=(427,1658,626,1701)
headline: ΤΑ ΚΑΤΑΤΕΘΕΝΤΑ ΧΘΕΣ ΝΕΑ ΝΟΜΟΣΧΕΔΙΑ xyxy=(1396,1559,1571,1585)
section-rule xyxy=(427,719,1183,720)
article-text: Ὁ Ἀμερικανὸς ὑπουργὸς τῶν Ἐξωτερικῶν κ. Φόστερ Ντάλλες ἐδήλωσεν εἰς συνέντευξιν Τύπου ὅτι αἱ Ἡνωμέναι Πολιτεῖαι δὲν πρόκειται νὰ χρησιμοποιήσουν βίαν διὰ τὴν ἐπίλυσιν τῆς διενέξεως τοῦ Σουέζ. Ἡ δήλωσις αὕτη προεκάλεσε ζωηρὰν αἴσθησιν εἰς τὸ Λονδῖνον. xyxy=(884,779,1031,877)
column-divider xyxy=(632,1262,633,2315)
article-text: Κατὰ τὴν χθεσινὴν συνεδρίασιν τῆς Βουλῆς, ἐψηφίσθη τὸ νομοσχέδιον περὶ ὑποχρεωτικῆς ἐγγραφῆς εἰς τοὺς ἐκλογικοὺς καταλόγους. Οἱ ἐκπρόσωποι τῆς ἀντιπολιτεύσεως ἐπέκριναν ζωηρῶς τὰς διατάξεις τοῦ νομοσχεδίου, ὑποστηρίξαντες ὅτι ἀποτελεῖ ἐκλογικὴν σκοπιμότητα. xyxy=(1051,2138,1183,2257)
article-text: Τὴν ἀποδοκιμασίαν ὅλου τοῦ κυπριακοῦ λαοῦ ἐκφράζει ἡ ἀνακοίνωσις τῆς Ε.Ο.Κ.Α. διὰ τὰς προτάσεις τοῦ Κυβερνήτου. Ὁ Διγενὴς τονίζει ὅτι μόνη λύσις εἶναι ἡ αὐτοδιάθεσις ἐντὸς τακτῆς προθεσμίας καὶ ὅτι μόνος ἁρμόδιος νὰ διαπραγματευθῇ εἶναι ὁ Ἀρχιεπίσκοπος Μακάριος. xyxy=(258,1455,423,1553)
subhead: ΑΙ ΕΠΑΦΑΙ ΤΟΥ κ. ΑΒΕΡΩΦ ΕΙΣ ΠΑΡΙΣΙΟΥΣ xyxy=(1256,211,1512,225)
headline: ΔΗΜΑΡΧΟΣ ΚΑΙ ΣΥΜΒΟΥΛΟΣ ΣΥΝΕΛΗΦΘΗΣΑΝ ΕΠ' ΑΥΤΟΦΩΡΩ xyxy=(1195,1609,1372,1646)
article-text: Τὴν ἀποδοκιμασίαν ὅλου τοῦ κυπριακοῦ λαοῦ ἐκφράζει ἡ ἀνακοίνωσις τῆς Ε.Ο.Κ.Α. διὰ τὰς προτάσεις τοῦ Κυβερνήτου. Ὁ Διγενὴς τονίζει ὅτι μόνη λύσις εἶναι ἡ αὐτοδιάθεσις ἐντὸς τακτῆς προθεσμίας καὶ ὅτι μόνος ἁρμόδιος νὰ διαπραγματευθῇ εἶναι ὁ Ἀρχιεπίσκοπος Μακάριος. xyxy=(258,1156,423,1254)
article-text: Βρεττανικὴ στρατιωτικὴ ἐγκατάστασις ὑψίστης σημασίας, ἐπλήγη σήμερον ἀπὸ βόμβαν τῆς Ε.Ο.Κ.Α. Ἡ ἔκρηξις προεκάλεσε σοβαρὰς ζημίας. Ταυτοχρόνως ἐσημειώθησαν ἐπιθέσεις κατὰ ἀγγλικῶν στόχων εἰς διαφόρους πόλεις τῆς νήσου. Αἱ ἀρχαὶ ἐκήρυξαν κατάστασιν συναγερμοῦ. xyxy=(579,327,877,550)
headline: ΤΟ ΚΥΠΡΙΑΚΟΝ ΖΗΤΗΜΑ ΑΠΕΙΛΕΙ ΝΑ ΔΙΑΙΡΕΣΗ ΤΑΣ ΧΩΡΑΣ ΤΟΥ ΝΑΤΟ xyxy=(1210,129,1558,167)
article-text: Κατόπιν ἀποφάσεως τοῦ ὑπουργείου Συγκοινωνιῶν, ἐπιβάλλεται τέλος ἐπὶ τῶν εἰσιτηρίων τῶν λεωφορείων τῆς πρωτευούσης, τὸ προϊὸν τοῦ ὁποίου θὰ διατεθῇ διὰ τὴν ὁδοποιίαν. xyxy=(1191,2034,1377,2089)
dateline: ΜΟΣΧΑ, 13. (Ρώυτερ) xyxy=(1389,1502,1500,1513)
article-text: Ὁ πρεσβευτὴς τῆς Ἑλλάδος ἐπέδωσε σήμερον εἰς τὸν Σοβιετικὸν Πρωθυπουργὸν κ. Μπουλγκάνιν ἓν γραμμόφωνον, δῶρον τοῦ Ἀντάκλου. xyxy=(1389,1800,1578,1844)
article-text: Ἡ Βουλὴ ἐψήφισεν εἰς τὸ σύνολόν του τὸ νομοσχέδιον περὶ τῶν παγωμένων πιστώσεων μὲ ὡρισμένας προσθήκας, τὰς ὁποίας ἐδέχθη ὁ ἁρμόδιος ὑπουργός. xyxy=(638,1890,769,1955)
article-ypsisti-banner xyxy=(427,129,1183,238)
signature: ΔΙΓΕΝΗΣ xyxy=(199,1557,246,1568)
article-text: Κατὰ τὴν χθεσινὴν συνεδρίασιν τῆς Βουλῆς, ἐψηφίσθη τὸ νομοσχέδιον περὶ ὑποχρεωτικῆς ἐγγραφῆς εἰς τοὺς ἐκλογικοὺς καταλόγους. Οἱ ἐκπρόσωποι τῆς ἀντιπολιτεύσεως ἐπέκριναν ζωηρῶς τὰς διατάξεις τοῦ νομοσχεδίου, ὑποστηρίξαντες ὅτι ἀποτελεῖ ἐκλογικὴν σκοπιμότητα. xyxy=(638,1486,768,1607)
subhead: Η ΓΝΩΜΗ ΤΟΥ κ. ΓΚΑΙΤΣΚΕΛ xyxy=(753,950,857,977)
dateline: ΛΟΝΔΙΝΟΝ, 13. (Ἀσσοσιέτεντ) xyxy=(427,1369,585,1379)
section-rule xyxy=(638,1765,1045,1766)
subhead: ΣΥΝΕΧΕΙΑ ΕΚ ΤΗΣ 1ης ΣΕΛΙΔΟΣ xyxy=(432,783,567,810)
article-text: Βρεττανικὴ στρατιωτικὴ ἐγκατάστασις ὑψίστης σημασίας, ἐπλήγη σήμερον ἀπὸ βόμβαν τῆς Ε.Ο.Κ.Α. Ἡ ἔκρηξις προεκάλεσε σοβαρὰς ζημίας. Ταυτοχρόνως ἐσημειώθησαν ἐπιθέσεις κατὰ ἀγγλικῶν στόχων εἰς διαφόρους πόλεις τῆς νήσου. Αἱ ἀρχαὶ ἐκήρυξαν κατάστασιν συναγερμοῦ. xyxy=(1037,327,1183,435)
article-text: Κατὰ τὴν χθεσινὴν συνεδρίασιν τῆς Βουλῆς, ἐψηφίσθη τὸ νομοσχέδιον περὶ ὑποχρεωτικῆς ἐγγραφῆς εἰς τοὺς ἐκλογικοὺς καταλόγους. Οἱ ἐκπρόσωποι τῆς ἀντιπολιτεύσεως ἐπέκριναν ζωηρῶς τὰς διατάξεις τοῦ νομοσχεδίου, ὑποστηρίξαντες ὅτι ἀποτελεῖ ἐκλογικὴν σκοπιμότητα. xyxy=(1052,1473,1183,1594)
article-text: Ὁ πρεσβευτὴς τῆς Ἑλλάδος ἐπέδωσε σήμερον εἰς τὸν Σοβιετικὸν Πρωθυπουργὸν κ. Μπουλγκάνιν ἓν γραμμόφωνον, δῶρον τοῦ Ἀντάκλου. xyxy=(1389,1513,1578,1557)
article-text: Ὁ πρεσβευτὴς τῆς Ἑλλάδος ἐπέδωσε σήμερον εἰς τὸν Σοβιετικὸν Πρωθυπουργὸν κ. Μπουλγκάνιν ἓν γραμμόφωνον, δῶρον τοῦ Ἀντάκλου. xyxy=(1389,1863,1578,1907)
subhead: ΟΛΗ Η ΚΥΠΡΟΣ ΕΙΝΑΙ ΕΟΚΑ xyxy=(102,1571,234,1598)
article-text: Ὁ Ἀρχιεπίσκοπος κ. Σπυρίδων ἐδέχθη σήμερον τοὺς ἐκπροσώπους τοῦ Τύπου καὶ ἐξῆρε τὴν πατροπαράδοτον φιλίαν τῶν δύο λαῶν. Ἀνεφέρθη ἐπίσης εἰς τοὺς σκοποὺς τῆς Ἐπιτροπῆς διὰ τὴν Αὐτοδιάθεσιν τῆς Κύπρου. xyxy=(1388,850,1578,915)
